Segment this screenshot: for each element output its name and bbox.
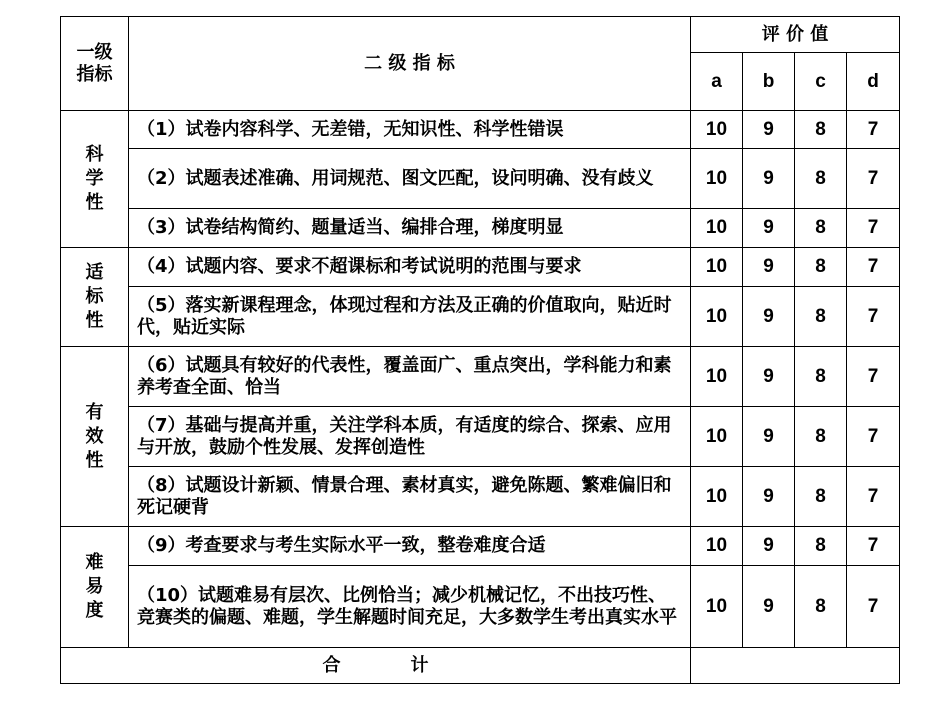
- grade-c-header: c: [795, 53, 847, 111]
- table-row: [61, 467, 900, 527]
- score-a: 10: [691, 527, 743, 566]
- total-value: [691, 648, 900, 684]
- score-a: 10: [691, 566, 743, 648]
- grade-a-header: a: [691, 53, 743, 111]
- level2-indicator: （9）考查要求与考生实际水平一致，整卷难度合适: [129, 527, 691, 566]
- score-d: 7: [847, 467, 900, 527]
- score-a: 10: [691, 467, 743, 527]
- score-b: 9: [743, 527, 795, 566]
- score-c: 8: [795, 209, 847, 248]
- score-b: 9: [743, 467, 795, 527]
- score-c: 8: [795, 149, 847, 209]
- level2-indicator: （2）试题表述准确、用词规范、图文匹配，设问明确、没有歧义: [129, 149, 691, 209]
- evaluation-table: [60, 16, 900, 684]
- score-d: 7: [847, 248, 900, 287]
- eval-header: [691, 17, 900, 53]
- level1-indicator: [61, 527, 129, 648]
- table-row: [61, 149, 900, 209]
- score-c: 8: [795, 527, 847, 566]
- score-a: 10: [691, 407, 743, 467]
- score-d: 7: [847, 111, 900, 149]
- table-row: [61, 407, 900, 467]
- grade-d-header: d: [847, 53, 900, 111]
- level1-header: [61, 17, 129, 111]
- score-d: 7: [847, 209, 900, 248]
- level1-indicator-text: 科学性: [85, 144, 104, 213]
- level1-indicator: [61, 347, 129, 527]
- score-b: 9: [743, 248, 795, 287]
- score-d: 7: [847, 287, 900, 347]
- score-a: 10: [691, 111, 743, 149]
- level2-indicator: （10）试题难易有层次、比例恰当；减少机械记忆，不出技巧性、竞赛类的偏题、难题，学生解题时间充足，大多数学生考出真实水平: [129, 566, 691, 648]
- score-b: 9: [743, 149, 795, 209]
- level1-indicator-text: 适标性: [85, 262, 104, 331]
- score-b: 9: [743, 566, 795, 648]
- level2-indicator: （3）试卷结构简约、题量适当、编排合理，梯度明显: [129, 209, 691, 248]
- score-c: 8: [795, 248, 847, 287]
- score-a: 10: [691, 347, 743, 407]
- level1-indicator: [61, 248, 129, 347]
- level2-header-text: 二 级 指 标: [364, 52, 455, 74]
- header-row-1: [61, 17, 900, 53]
- level2-indicator: （4）试题内容、要求不超课标和考试说明的范围与要求: [129, 248, 691, 287]
- level2-indicator: （5）落实新课程理念，体现过程和方法及正确的价值取向，贴近时代，贴近实际: [129, 287, 691, 347]
- score-b: 9: [743, 287, 795, 347]
- table-row: [61, 248, 900, 287]
- score-c: 8: [795, 347, 847, 407]
- score-c: 8: [795, 407, 847, 467]
- level1-header-text: 一级指标: [76, 41, 113, 85]
- score-a: 10: [691, 287, 743, 347]
- table-row: [61, 111, 900, 149]
- score-c: 8: [795, 467, 847, 527]
- level1-indicator: [61, 111, 129, 248]
- score-b: 9: [743, 407, 795, 467]
- score-a: 10: [691, 248, 743, 287]
- table-row: [61, 527, 900, 566]
- score-b: 9: [743, 111, 795, 149]
- level2-indicator: （7）基础与提高并重，关注学科本质，有适度的综合、探索、应用与开放，鼓励个性发展、发挥创造性: [129, 407, 691, 467]
- total-row: [61, 648, 900, 684]
- total-label: 合计: [61, 648, 691, 684]
- score-a: 10: [691, 149, 743, 209]
- level1-indicator-text: 难易度: [85, 552, 104, 621]
- level2-indicator: （6）试题具有较好的代表性，覆盖面广、重点突出，学科能力和素养考查全面、恰当: [129, 347, 691, 407]
- score-c: 8: [795, 287, 847, 347]
- score-b: 9: [743, 347, 795, 407]
- score-d: 7: [847, 347, 900, 407]
- score-d: 7: [847, 527, 900, 566]
- eval-header-text: 评 价 值: [761, 23, 829, 45]
- grade-b-header: b: [743, 53, 795, 111]
- score-c: 8: [795, 566, 847, 648]
- table-row: [61, 566, 900, 648]
- level2-header: [129, 17, 691, 111]
- score-d: 7: [847, 566, 900, 648]
- score-c: 8: [795, 111, 847, 149]
- table-row: [61, 287, 900, 347]
- level2-indicator: （1）试卷内容科学、无差错，无知识性、科学性错误: [129, 111, 691, 149]
- score-a: 10: [691, 209, 743, 248]
- table-row: [61, 347, 900, 407]
- level1-indicator-text: 有效性: [85, 401, 104, 471]
- level2-indicator: （8）试题设计新颖、情景合理、素材真实，避免陈题、繁难偏旧和死记硬背: [129, 467, 691, 527]
- score-d: 7: [847, 149, 900, 209]
- score-d: 7: [847, 407, 900, 467]
- score-b: 9: [743, 209, 795, 248]
- table-row: [61, 209, 900, 248]
